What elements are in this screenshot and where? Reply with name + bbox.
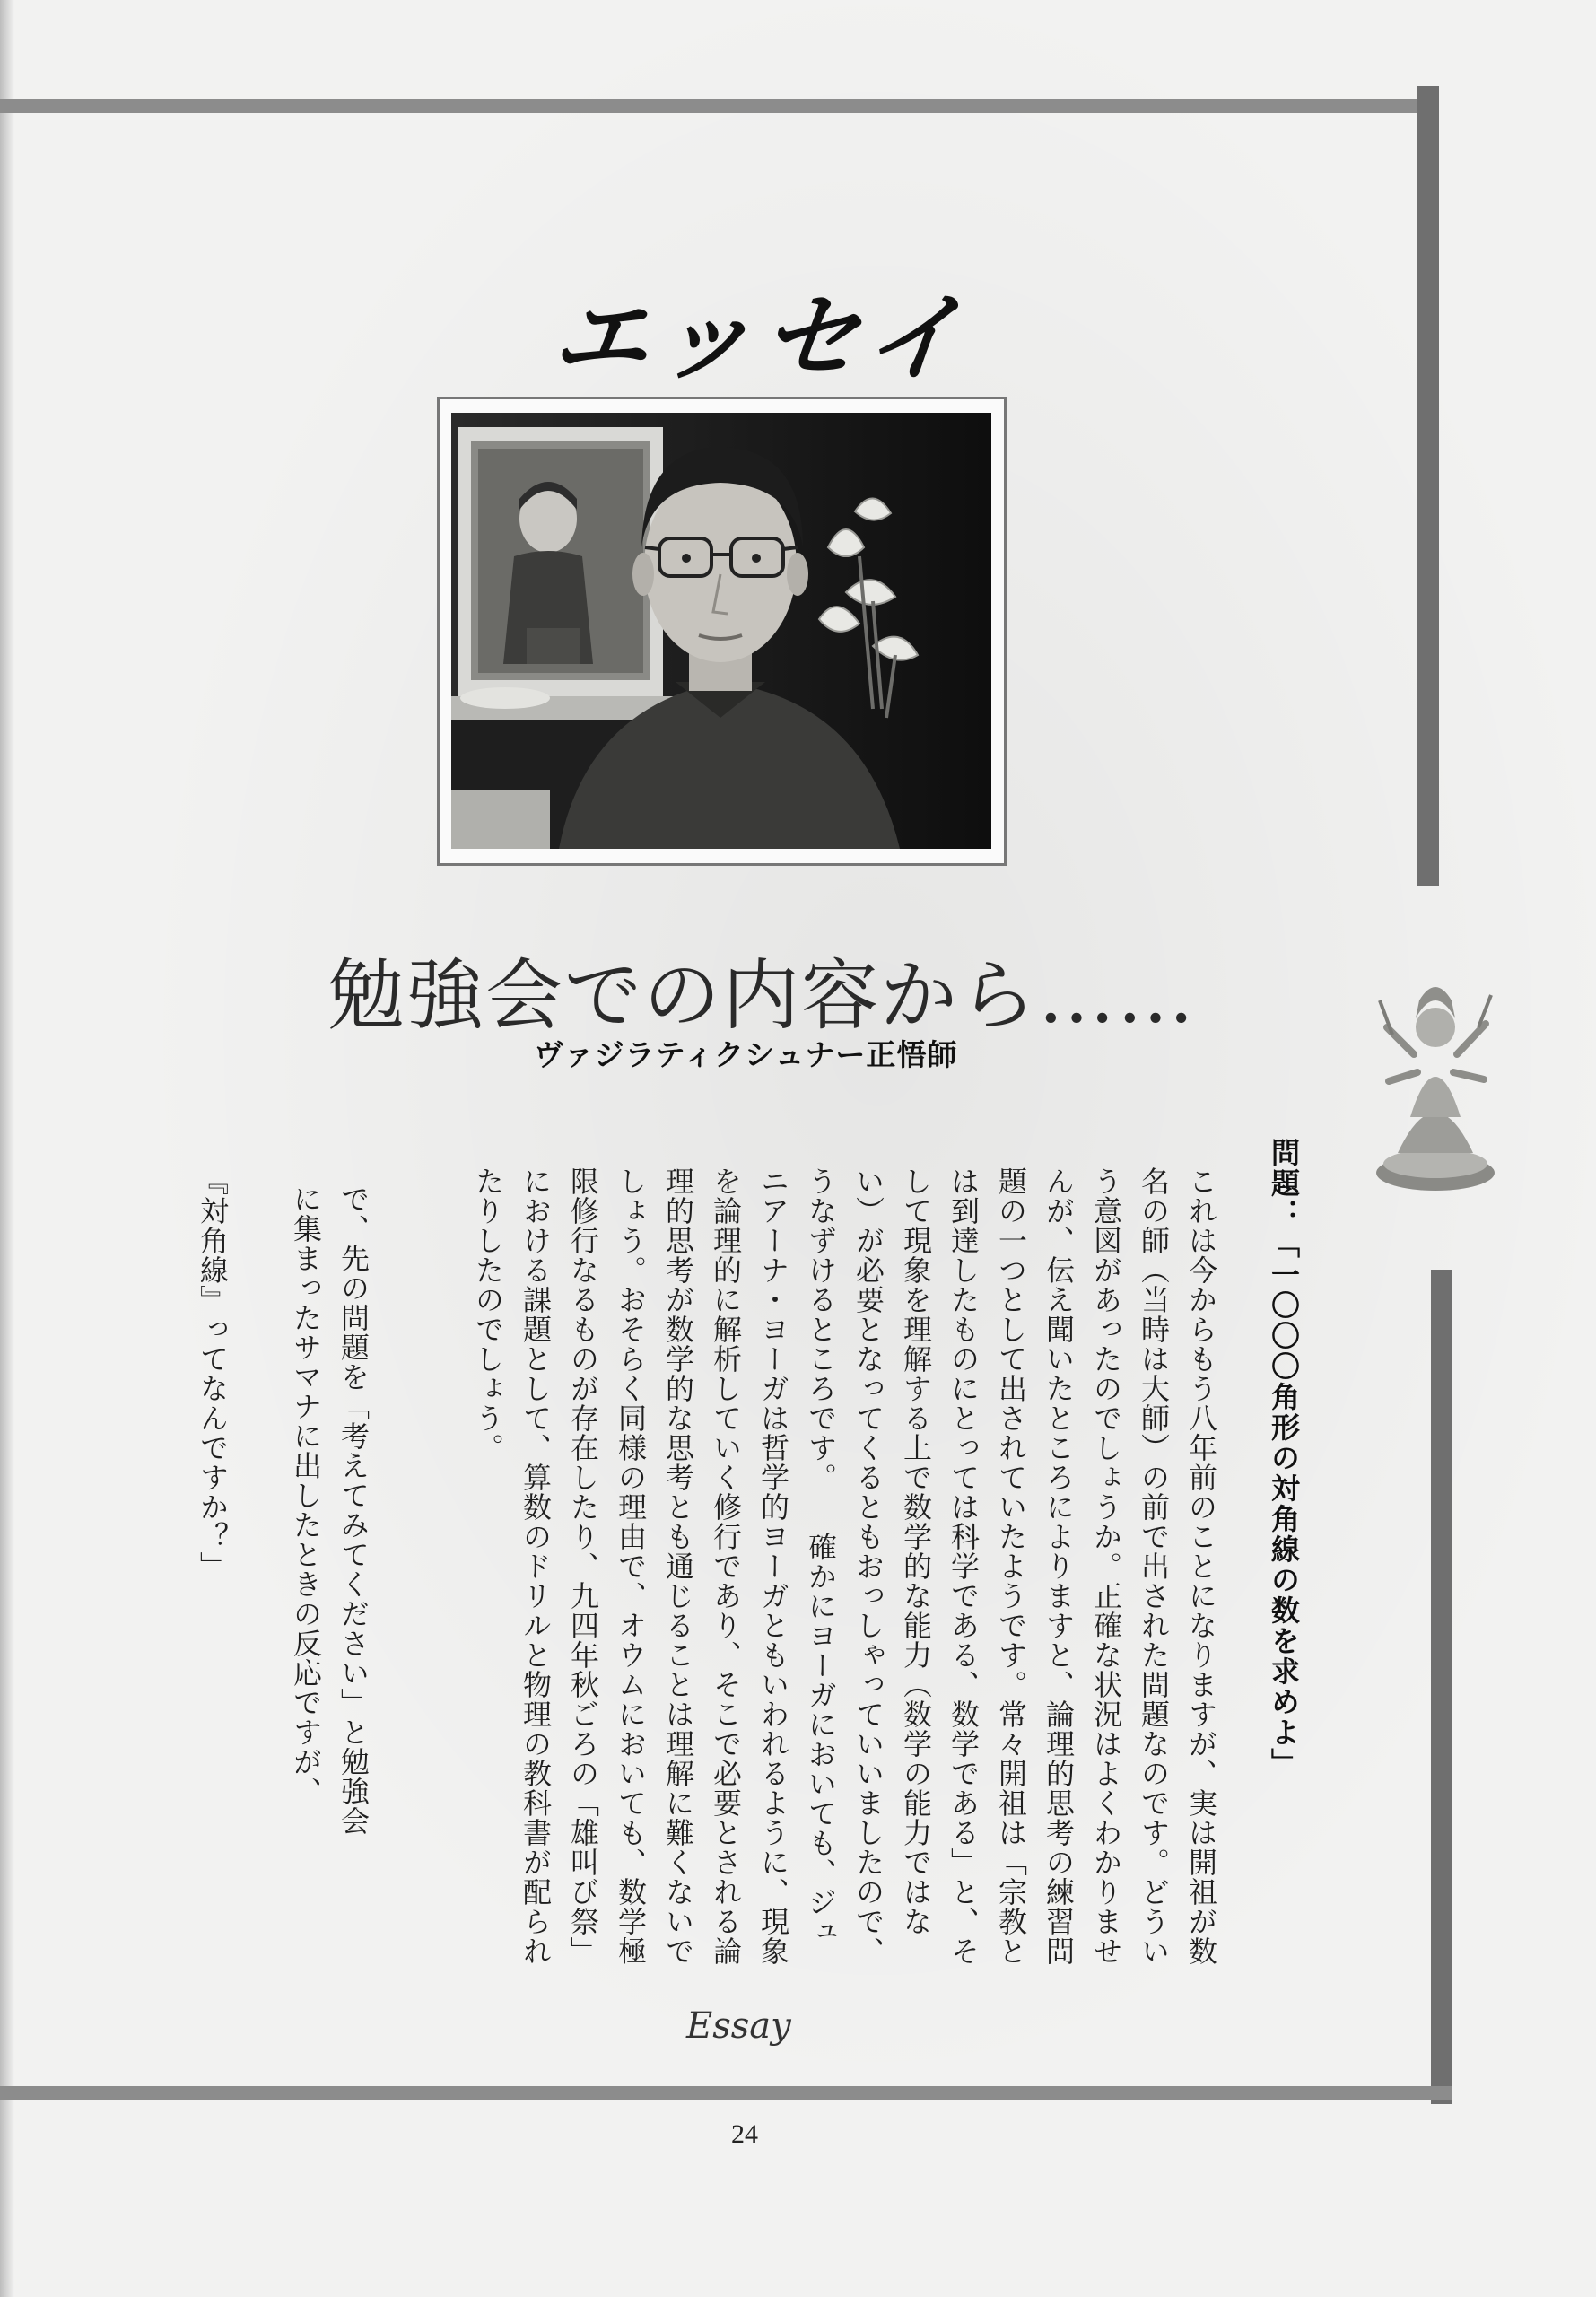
quote-text: 『対角線』ってなんですか？」 xyxy=(196,1166,230,1581)
background-collage xyxy=(1166,179,1220,808)
page-title: エッセイ xyxy=(546,283,977,395)
essay-mark: Essay xyxy=(686,2005,791,2047)
spine-shadow xyxy=(0,0,14,2297)
frame-bottom-bar xyxy=(0,2086,1452,2100)
body-text: これは今からもう八年前のことになりますが、実は開祖が数名の師（当時は大師）の前で出された問題なのです。どういう意図があったのでしょうか。正確な状況はよくわかりませんが、伝え聞いたところによりますと、論理的思考の練習問題の一つとして出されていたようです。常々開祖は「宗教とは到達したものにとっては科学である、数学である」と、そして現象を理解する上で数学的な能力（数学の能力ではない）が必要となってくるともおっしゃっていいましたので、うなずけるところです。 確かにヨーガにおいても、ジュニアーナ・ヨーガは哲学的ヨーガともいわれるように、現象を論理的に解析していく修行であり、そこで必要とされる論理的思考が数学的な思考とも通じることは理解に難くないでしょう。おそらく同様の理由で、オウムにおいても、数学極限修行なるものが存在したり、九四年秋ごろの「雄叫び祭」における課題として、算数のドリルと物理の教科書が配られたりしたのでしょう。 xyxy=(471,1166,1218,1966)
portrait-photo-illustration xyxy=(451,413,991,849)
author-byline: ヴァジラティクシュナー正悟師 xyxy=(534,1037,958,1072)
deity-statue-icon xyxy=(1371,965,1501,1193)
frame-right-lower-bar xyxy=(1431,1270,1452,2104)
headline: 勉強会での内容から…… xyxy=(327,951,1196,1041)
body-continued: で、先の問題を「考えてみてください」と勉強会に集まったサマナに出したときの反応ですが、 xyxy=(289,1184,371,1836)
portrait-photo xyxy=(451,413,991,849)
problem-heading: 問題：「一〇〇〇角形の対角線の数を求めよ」 xyxy=(1267,1138,1301,1778)
frame-top-bar xyxy=(0,99,1417,113)
page-number: 24 xyxy=(731,2119,758,2149)
frame-right-upper-bar xyxy=(1417,86,1439,886)
